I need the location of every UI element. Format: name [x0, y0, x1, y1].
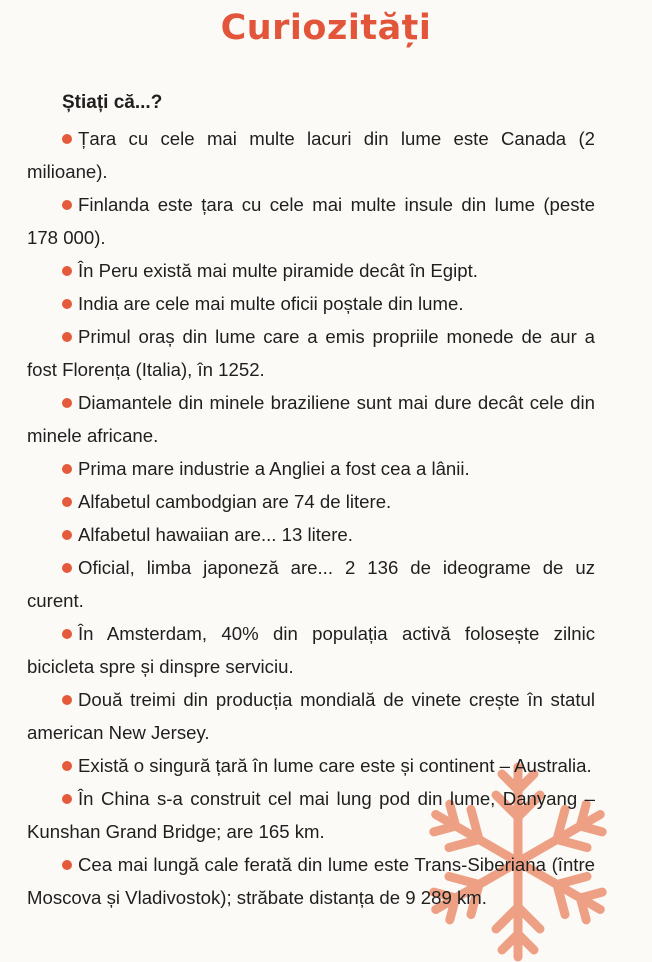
fact-text: În China s-a construit cel mai lung pod din lume, Danyang – Kunshan Grand Bridge; are 165 km.: [27, 788, 595, 842]
fact-text: Primul oraș din lume care a emis propriile monede de aur a fost Florența (Italia), în 1252.: [27, 326, 595, 380]
fact-text: Prima mare industrie a Angliei a fost cea a lânii.: [78, 458, 470, 479]
fact-text: Două treimi din producția mondială de vinete crește în statul american New Jersey.: [27, 689, 595, 743]
fact-text: Finlanda este țara cu cele mai multe insule din lume (peste 178 000).: [27, 194, 595, 248]
fact-text: Există o singură țară în lume care este și continent – Australia.: [78, 755, 592, 776]
list-item: [27, 320, 595, 386]
bullet-icon: [62, 299, 72, 309]
list-item: [27, 683, 595, 749]
list-item: [27, 617, 595, 683]
bullet-icon: [62, 134, 72, 144]
fact-text: Diamantele din minele braziliene sunt mai dure decât cele din minele africane.: [27, 392, 595, 446]
facts-list: [27, 122, 595, 914]
list-item: [27, 518, 595, 551]
fact-text: India are cele mai multe oficii poștale din lume.: [78, 293, 464, 314]
fact-text: În Peru există mai multe piramide decât în Egipt.: [78, 260, 478, 281]
bullet-icon: [62, 464, 72, 474]
fact-text: Oficial, limba japoneză are... 2 136 de ideograme de uz curent.: [27, 557, 595, 611]
fact-text: Cea mai lungă cale ferată din lume este Trans-Siberiana (între Moscova și Vladivostok); străbate distanța de 9 289 km.: [27, 854, 595, 908]
bullet-icon: [62, 332, 72, 342]
list-item: [27, 848, 595, 914]
bullet-icon: [62, 200, 72, 210]
list-item: [27, 485, 595, 518]
fact-text: Alfabetul cambodgian are 74 de litere.: [78, 491, 392, 512]
bullet-icon: [62, 266, 72, 276]
list-item: [27, 749, 595, 782]
list-item: [27, 452, 595, 485]
bullet-icon: [62, 629, 72, 639]
list-item: [27, 782, 595, 848]
bullet-icon: [62, 761, 72, 771]
bullet-icon: [62, 497, 72, 507]
list-item: [27, 254, 595, 287]
fact-text: În Amsterdam, 40% din populația activă folosește zilnic bicicleta spre și dinspre serviciu.: [27, 623, 595, 677]
list-item: [27, 188, 595, 254]
bullet-icon: [62, 398, 72, 408]
list-item: [27, 122, 595, 188]
bullet-icon: [62, 563, 72, 573]
list-item: [27, 551, 595, 617]
bullet-icon: [62, 794, 72, 804]
fact-text: Alfabetul hawaiian are... 13 litere.: [78, 524, 353, 545]
list-item: [27, 386, 595, 452]
bullet-icon: [62, 695, 72, 705]
section-subtitle: Știați că...?: [62, 92, 163, 113]
page-title: Curiozități: [220, 8, 432, 48]
bullet-icon: [62, 860, 72, 870]
fact-text: Țara cu cele mai multe lacuri din lume este Canada (2 milioane).: [27, 128, 595, 182]
bullet-icon: [62, 530, 72, 540]
list-item: [27, 287, 595, 320]
